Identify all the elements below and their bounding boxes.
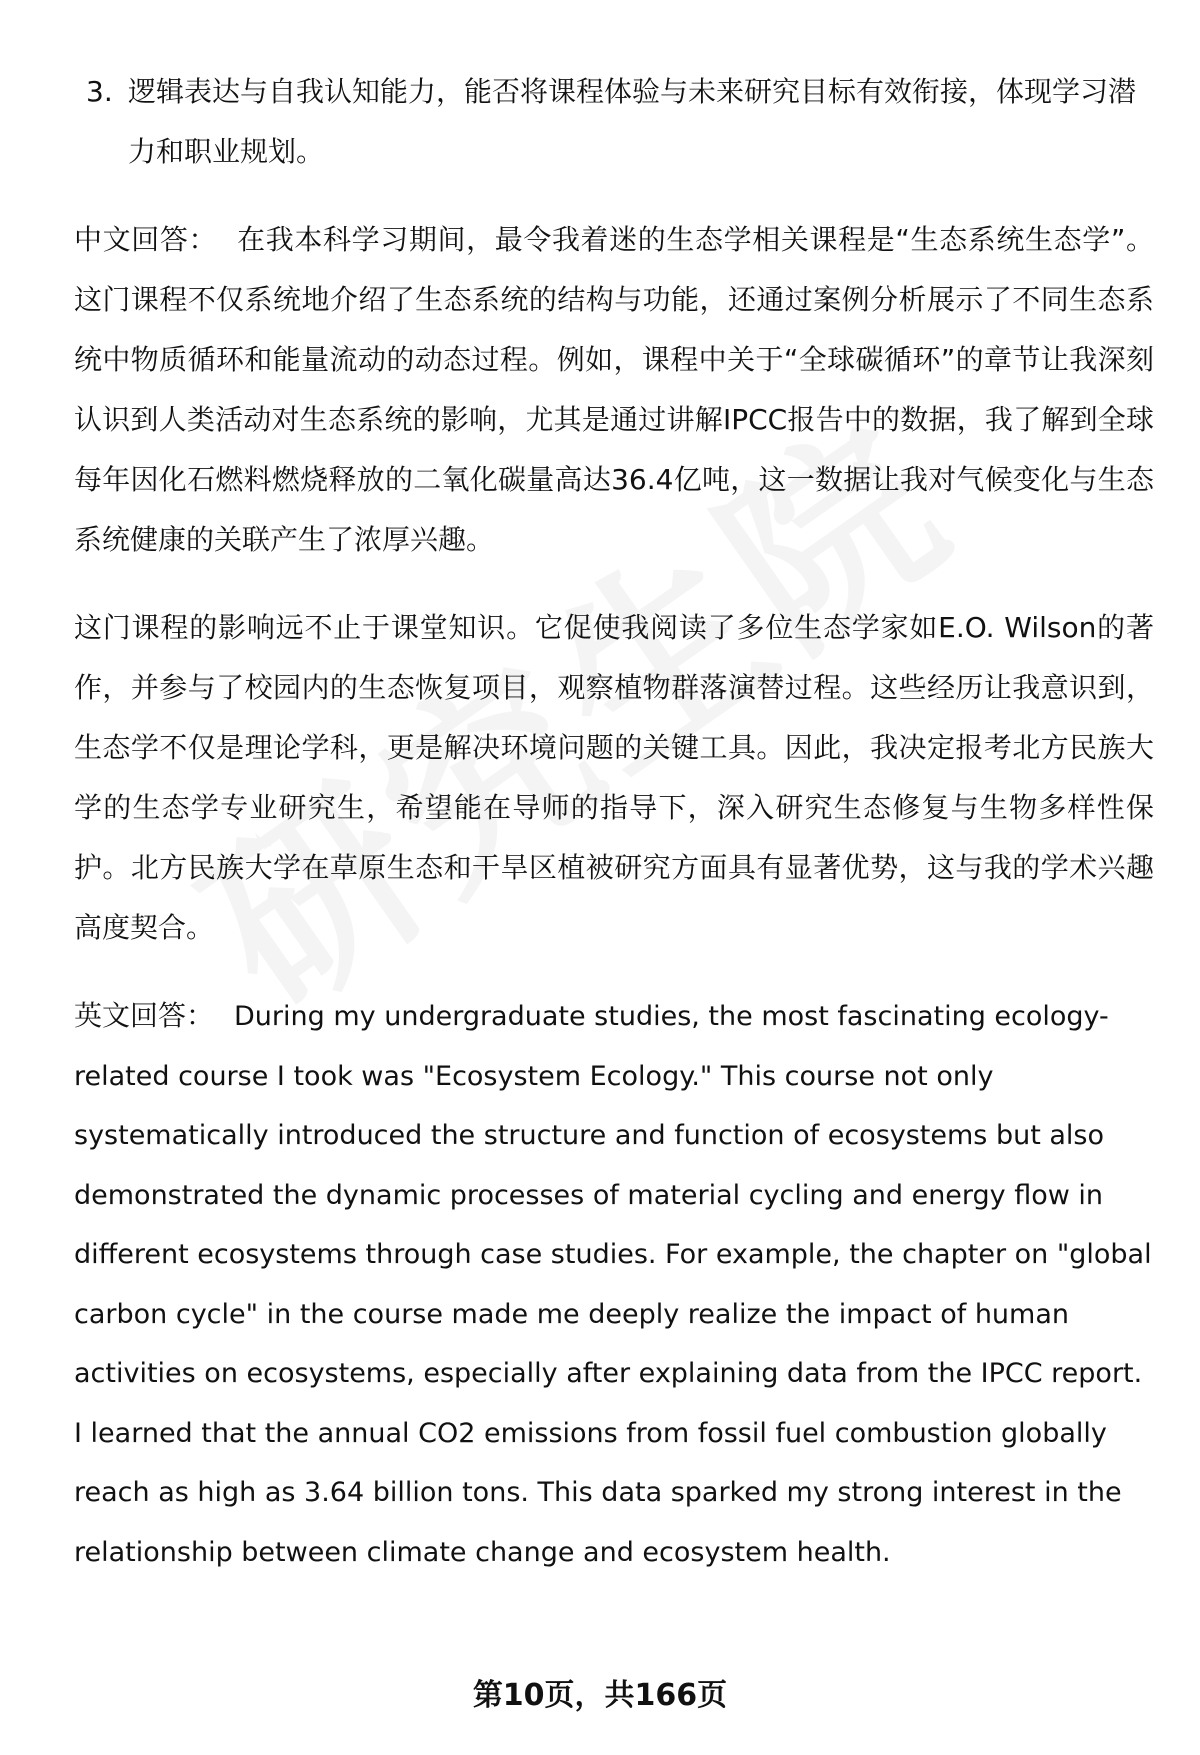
chinese-answer-text-2: 这门课程的影响远不止于课堂知识。它促使我阅读了多位生态学家如E.O. Wilson的著作，并参与了校园内的生态恢复项目，观察植物群落演替过程。这些经历让我意识到，生态学不仅是理论学科，更是解决环境问题的关键工具。因此，我决定报考北方民族大学的生态学专业研究生，希望能在导师的指导下，深入研究生态修复与生物多样性保护。北方民族大学在草原生态和干旱区植被研究方面具有显著优势，这与我的学术兴趣高度契合。 — [74, 611, 1154, 944]
page-number-footer: 第10页，共166页 — [472, 1678, 728, 1713]
chinese-answer-paragraph-1 — [74, 210, 1154, 570]
document-body — [74, 62, 1154, 1610]
english-answer-label: 英文回答： — [74, 999, 215, 1032]
english-answer-paragraph — [74, 986, 1154, 1582]
chinese-answer-paragraph-2 — [74, 598, 1154, 958]
chinese-answer-text-1: 在我本科学习期间，最令我着迷的生态学相关课程是“生态系统生态学”。这门课程不仅系统地介绍了生态系统的结构与功能，还通过案例分析展示了不同生态系统中物质循环和能量流动的动态过程。例如，课程中关于“全球碳循环”的章节让我深刻认识到人类活动对生态系统的影响，尤其是通过讲解IPCC报告中的数据，我了解到全球每年因化石燃料燃烧释放的二氧化碳量高达36.4亿吨，这一数据让我对气候变化与生态系统健康的关联产生了浓厚兴趣。 — [74, 223, 1154, 556]
list-item-text: 逻辑表达与自我认知能力，能否将课程体验与未来研究目标有效衔接，体现学习潜力和职业规划。 — [128, 75, 1137, 168]
list-item — [74, 62, 1154, 182]
english-answer-text: During my undergraduate studies, the most fascinating ecology-related course I took was "Ecosystem Ecology." This course not only systematically introduced the structure and function of ecosystems but also demonstrated the dynamic processes of material cycling and energy flow in different ecosystems through case studies. For example, the chapter on "global carbon cycle" in the course made me deeply realize the impact of human activities on ecosystems, especially after explaining data from the IPCC report. I learned that the annual CO2 emissions from fossil fuel combustion globally reach as high as 3.64 billion tons. This data sparked my strong interest in the relationship between climate change and ecosystem health. — [74, 1001, 1152, 1568]
list-number: 3. — [86, 75, 113, 108]
chinese-answer-label: 中文回答： — [74, 223, 218, 256]
